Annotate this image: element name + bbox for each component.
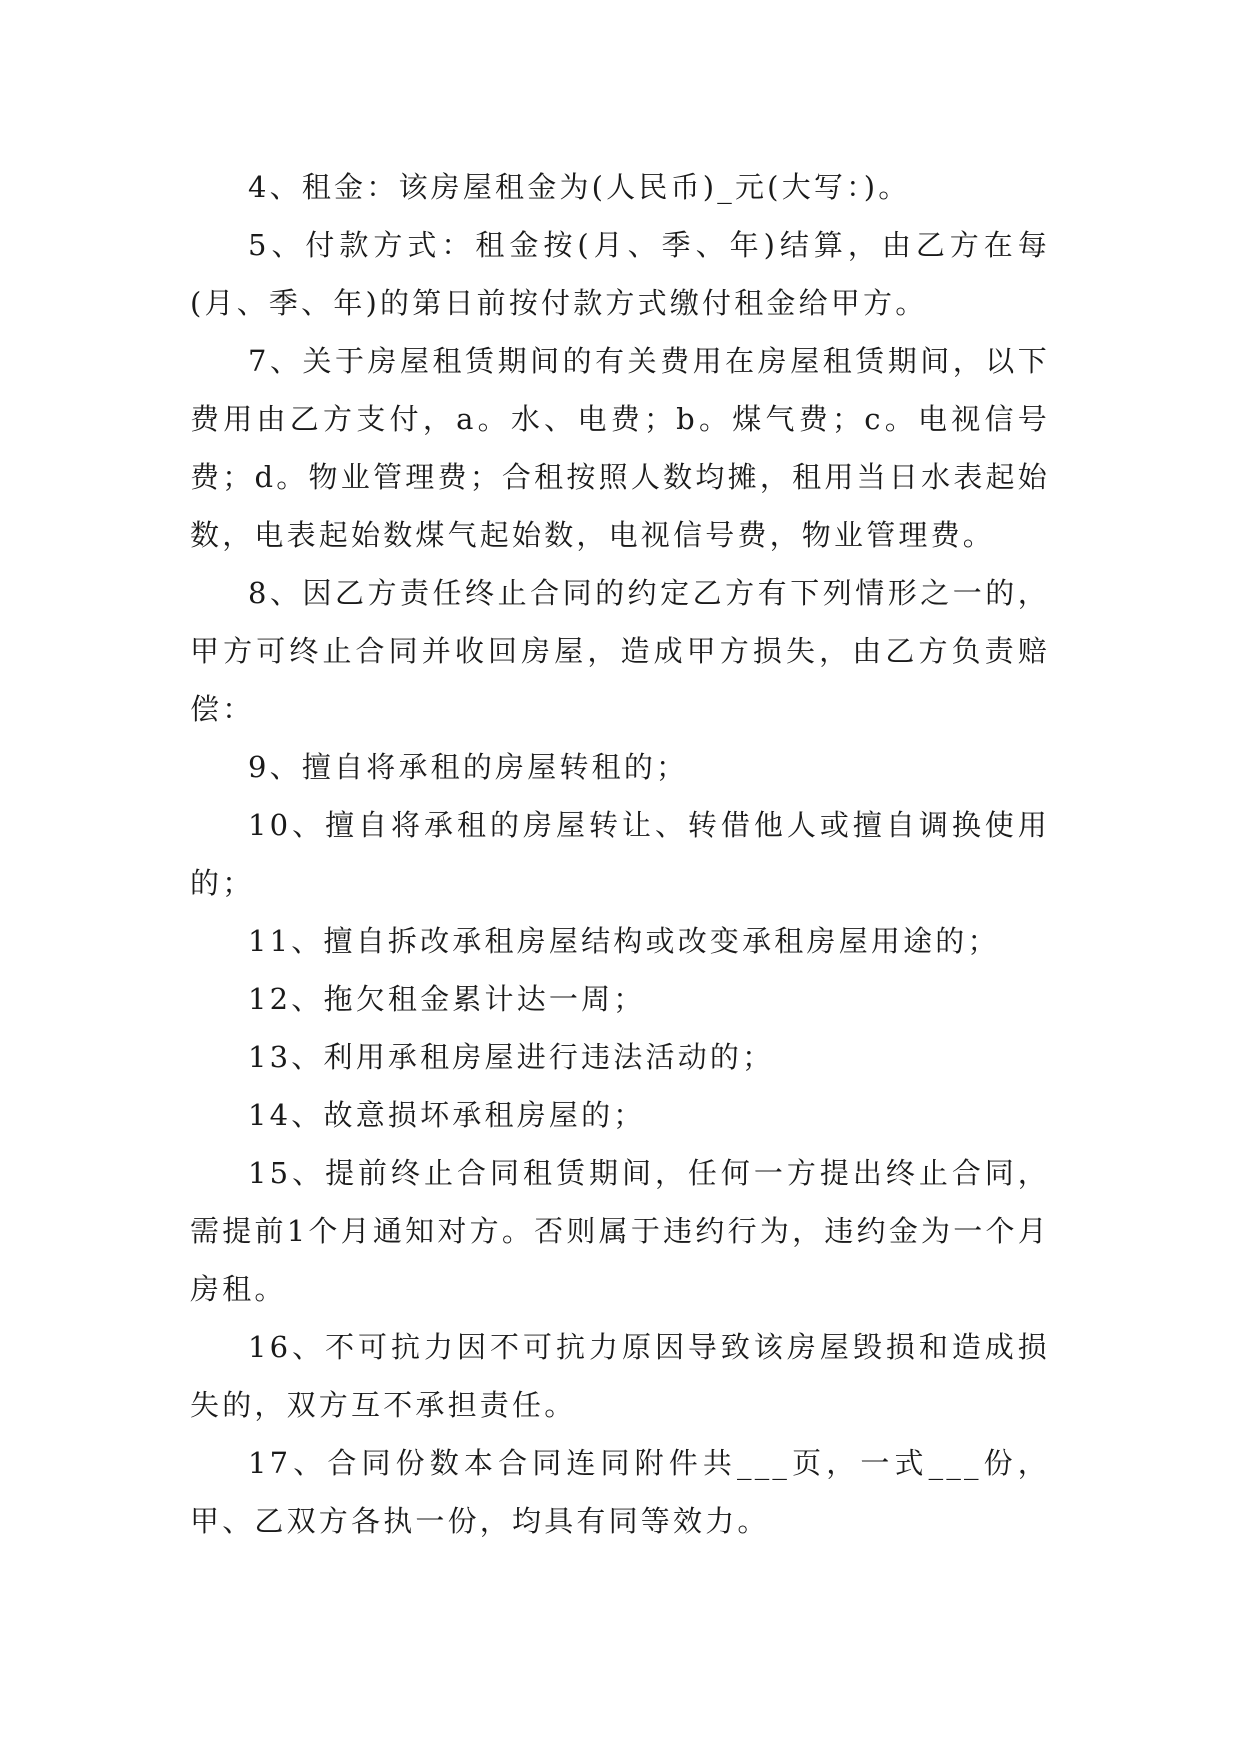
document-body [190,158,1050,1550]
paragraph-clause-10: 10、擅自将承租的房屋转让、转借他人或擅自调换使用的； [190,808,1050,900]
paragraph-clause-11: 11、擅自拆改承租房屋结构或改变承租房屋用途的； [248,924,1000,958]
paragraph-clause-8: 8、因乙方责任终止合同的约定乙方有下列情形之一的，甲方可终止合同并收回房屋，造成甲方损失，由乙方负责赔偿： [190,576,1050,726]
paragraph-clause-17: 17、合同份数本合同连同附件共___页，一式___份，甲、乙双方各执一份，均具有同等效力。 [190,1446,1050,1538]
paragraph-clause-4: 4、租金：该房屋租金为(人民币)_元(大写：)。 [248,170,911,204]
paragraph-clause-7: 7、关于房屋租赁期间的有关费用在房屋租赁期间，以下费用由乙方支付，a。水、电费；b。煤气费；c。电视信号费；d。物业管理费；合租按照人数均摊，租用当日水表起始数，电表起始数煤气起始数，电视信号费，物业管理费。 [190,344,1050,552]
paragraph-clause-5: 5、付款方式：租金按(月、季、年)结算，由乙方在每(月、季、年)的第日前按付款方式缴付租金给甲方。 [190,228,1050,320]
paragraph-clause-9: 9、擅自将承租的房屋转租的； [248,750,689,784]
paragraph-clause-12: 12、拖欠租金累计达一周； [248,982,646,1016]
paragraph-clause-13: 13、利用承租房屋进行违法活动的； [248,1040,775,1074]
paragraph-clause-16: 16、不可抗力因不可抗力原因导致该房屋毁损和造成损失的，双方互不承担责任。 [190,1330,1050,1422]
paragraph-clause-14: 14、故意损坏承租房屋的； [248,1098,646,1132]
paragraph-clause-15: 15、提前终止合同租赁期间，任何一方提出终止合同，需提前1个月通知对方。否则属于违约行为，违约金为一个月房租。 [190,1156,1050,1306]
